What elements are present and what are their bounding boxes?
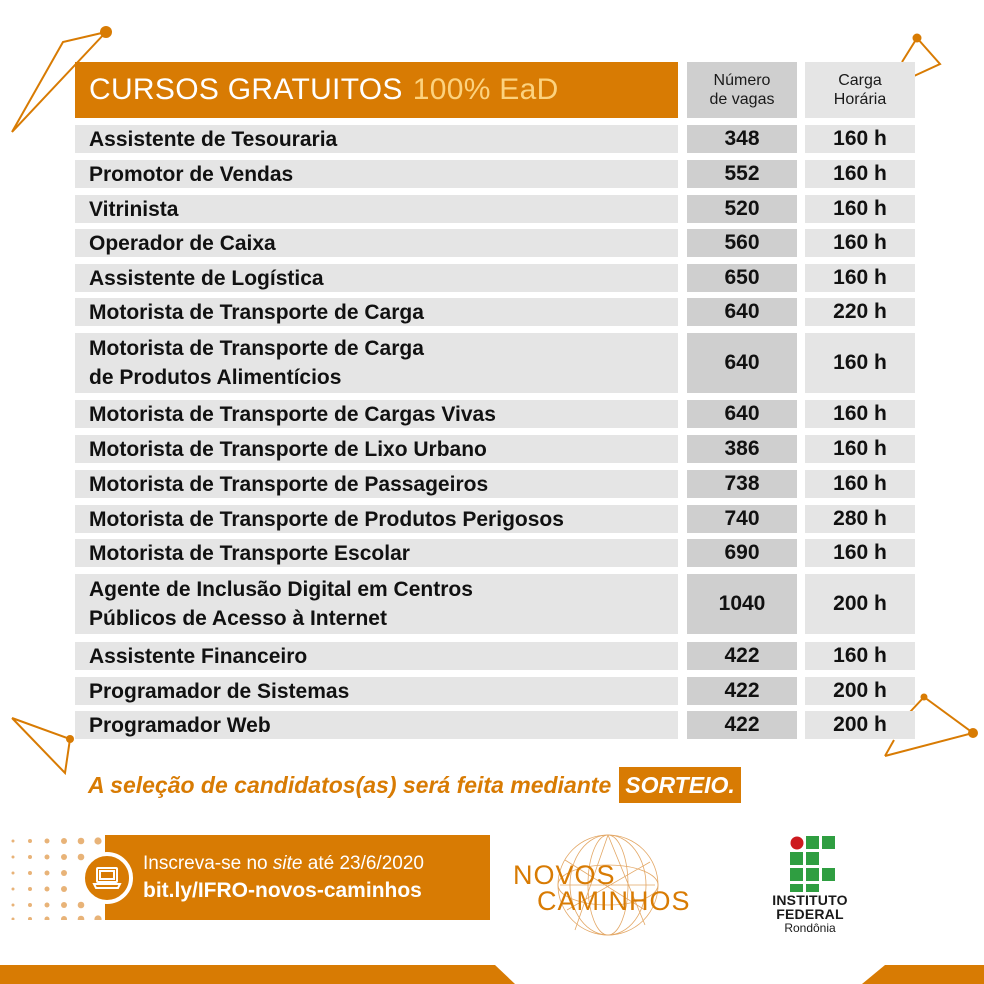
column-header-vagas-line1: Número (713, 72, 771, 89)
vagas-value: 422 (687, 711, 797, 739)
if-text-federal: FEDERAL (776, 906, 844, 922)
signup-text-site: site (272, 852, 303, 874)
course-name-line1: Programador Web (89, 713, 271, 737)
course-name-line2: de Produtos Alimentícios (89, 366, 342, 389)
carga-value: 160 h (805, 229, 915, 257)
vagas-value: 738 (687, 470, 797, 498)
table-row (0, 195, 984, 223)
table-row (0, 264, 984, 292)
carga-value: 160 h (805, 642, 915, 670)
title-main: CURSOS GRATUITOS (89, 73, 403, 106)
notice-text: A seleção de candidatos(as) será feita mediante (88, 771, 612, 798)
table-row (0, 574, 984, 634)
if-red-circle (791, 837, 804, 850)
carga-value: 280 h (805, 505, 915, 533)
carga-value: 160 h (805, 539, 915, 567)
carga-value: 200 h (805, 711, 915, 739)
carga-value: 160 h (805, 333, 915, 393)
course-name (75, 400, 678, 428)
column-header-carga-line1: Carga (838, 72, 882, 89)
course-name-line1: Assistente de Logística (89, 266, 324, 290)
course-name (75, 505, 678, 533)
course-name-line2: Públicos de Acesso à Internet (89, 607, 387, 630)
carga-value: 200 h (805, 677, 915, 705)
course-name (75, 470, 678, 498)
vagas-value: 422 (687, 642, 797, 670)
course-name (75, 574, 678, 634)
carga-value: 220 h (805, 298, 915, 326)
course-name-line1: Operador de Caixa (89, 231, 276, 255)
course-name-line1: Motorista de Transporte de Carga (89, 300, 424, 324)
signup-link[interactable]: bit.ly/IFRO-novos-caminhos (143, 878, 422, 902)
table-row (0, 711, 984, 739)
instituto-federal-text (755, 893, 865, 936)
vagas-value: 348 (687, 125, 797, 153)
bottom-accent-bars (0, 965, 984, 984)
table-row (0, 160, 984, 188)
course-name (75, 264, 678, 292)
course-name-line1: Vitrinista (89, 197, 179, 221)
vagas-value: 740 (687, 505, 797, 533)
course-name (75, 677, 678, 705)
course-name (75, 298, 678, 326)
column-header-vagas-line2: de vagas (709, 91, 775, 108)
novos-caminhos-logo (505, 830, 705, 940)
vagas-value: 650 (687, 264, 797, 292)
carga-value: 160 h (805, 125, 915, 153)
course-name-line1: Programador de Sistemas (89, 679, 350, 703)
logo-text-novos: NOVOS (513, 860, 616, 890)
course-name (75, 333, 678, 393)
course-name-line1: Agente de Inclusão Digital em Centros (89, 578, 473, 601)
course-name (75, 711, 678, 739)
selection-notice (88, 767, 741, 803)
carga-value: 160 h (805, 470, 915, 498)
carga-value: 160 h (805, 400, 915, 428)
logo-text-caminhos: CAMINHOS (537, 886, 691, 916)
course-name (75, 539, 678, 567)
page-title (75, 62, 678, 118)
carga-value: 160 h (805, 160, 915, 188)
table-row (0, 298, 984, 326)
carga-value: 160 h (805, 195, 915, 223)
vagas-value: 690 (687, 539, 797, 567)
laptop-badge (81, 852, 133, 904)
signup-text-date: até 23/6/2020 (302, 852, 424, 874)
vagas-value: 560 (687, 229, 797, 257)
course-name-line1: Motorista de Transporte de Lixo Urbano (89, 437, 487, 461)
vagas-value: 422 (687, 677, 797, 705)
signup-banner[interactable] (105, 835, 490, 920)
column-header-carga-line2: Horária (833, 91, 887, 108)
title-highlight: 100% EaD (412, 73, 559, 106)
if-text-rondonia: Rondônia (784, 921, 836, 935)
course-name-line1: Motorista de Transporte Escolar (89, 541, 410, 565)
course-name-line1: Motorista de Transporte de Produtos Perigosos (89, 507, 564, 531)
course-name-line1: Promotor de Vendas (89, 162, 294, 186)
course-name-line1: Assistente Financeiro (89, 644, 308, 668)
vagas-value: 640 (687, 333, 797, 393)
table-row (0, 470, 984, 498)
table-row (0, 333, 984, 393)
course-name (75, 642, 678, 670)
vagas-value: 1040 (687, 574, 797, 634)
column-header-carga (805, 62, 915, 118)
vagas-value: 640 (687, 298, 797, 326)
course-name-line1: Motorista de Transporte de Cargas Vivas (89, 402, 496, 426)
table-row (0, 435, 984, 463)
table-row (0, 642, 984, 670)
signup-text-prefix: Inscreva-se no (143, 852, 273, 874)
sorteio-badge: SORTEIO. (619, 767, 741, 803)
course-name (75, 435, 678, 463)
table-row (0, 539, 984, 567)
signup-deadline (143, 851, 490, 877)
laptop-icon (92, 866, 122, 890)
column-header-vagas (687, 62, 797, 118)
table-row (0, 229, 984, 257)
course-name-line1: Assistente de Tesouraria (89, 127, 338, 151)
carga-value: 160 h (805, 264, 915, 292)
vagas-value: 640 (687, 400, 797, 428)
vagas-value: 386 (687, 435, 797, 463)
course-name-line1: Motorista de Transporte de Passageiros (89, 472, 489, 496)
course-name-line1: Motorista de Transporte de Carga (89, 337, 424, 360)
table-row (0, 125, 984, 153)
if-text-instituto: INSTITUTO (772, 892, 848, 908)
vagas-value: 520 (687, 195, 797, 223)
table-row (0, 505, 984, 533)
vagas-value: 552 (687, 160, 797, 188)
course-name (75, 229, 678, 257)
carga-value: 160 h (805, 435, 915, 463)
course-name (75, 160, 678, 188)
table-row (0, 677, 984, 705)
course-name (75, 125, 678, 153)
table-row (0, 400, 984, 428)
course-name (75, 195, 678, 223)
carga-value: 200 h (805, 574, 915, 634)
